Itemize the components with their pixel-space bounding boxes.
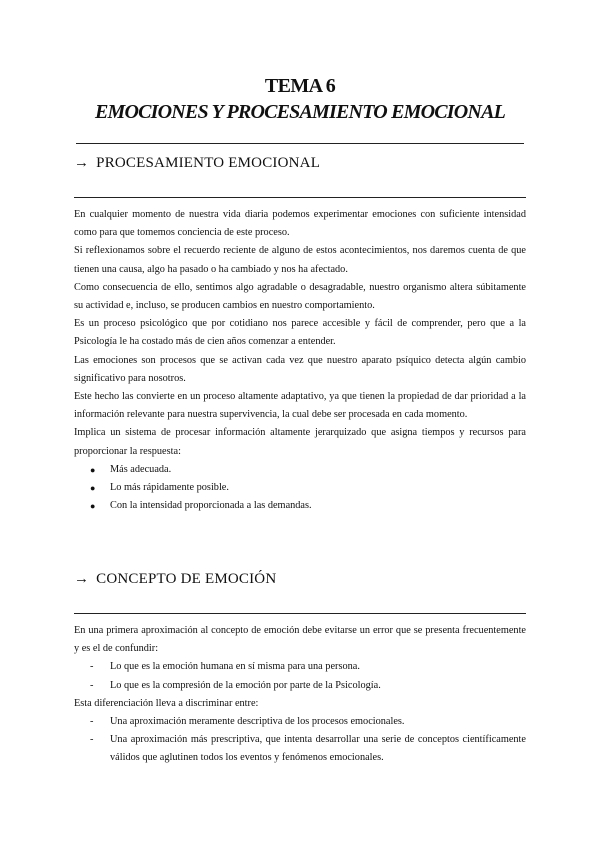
- section-body-concepto: [74, 622, 526, 768]
- section-divider: [74, 613, 526, 614]
- paragraph: En cualquier momento de nuestra vida diaria podemos experimentar emociones con suficiente intensidad como para que tomemos conciencia de este proceso.: [74, 209, 526, 239]
- dash-icon: -: [90, 734, 94, 746]
- bullet-icon: ●: [90, 464, 96, 475]
- section-heading-procesamiento: [74, 155, 320, 172]
- section-body-procesamiento: [74, 206, 526, 515]
- list-item: [74, 479, 526, 497]
- list-item-text: Más adecuada.: [110, 463, 172, 475]
- paragraph: Implica un sistema de procesar información altamente jerarquizado que asigna tiempos y recursos para proporcionar la respuesta:: [74, 427, 526, 457]
- chapter-title: EMOCIONES Y PROCESAMIENTO EMOCIONAL: [94, 101, 506, 123]
- list-item-text: Una aproximación meramente descriptiva de los procesos emocionales.: [110, 716, 405, 728]
- list-item: [74, 497, 526, 515]
- list-item-text: Con la intensidad proporcionada a las demandas.: [110, 500, 312, 512]
- dash-icon: -: [90, 716, 94, 728]
- chapter-number: TEMA 6: [264, 75, 336, 97]
- section-heading-text: PROCESAMIENTO EMOCIONAL: [96, 155, 321, 171]
- arrow-icon: →: [74, 155, 90, 171]
- paragraph: Las emociones son procesos que se activan cada vez que nuestro aparato psíquico detecta algún cambio significativo para nosotros.: [74, 354, 526, 384]
- title-divider: [76, 143, 524, 144]
- list-item-text: Lo que es la compresión de la emoción por parte de la Psicología.: [110, 679, 381, 691]
- section-heading-text: CONCEPTO DE EMOCIÓN: [96, 571, 277, 587]
- title-block: [0, 74, 600, 125]
- list-item-text: Una aproximación más prescriptiva, que intenta desarrollar una serie de conceptos científicamente válidos que aglutinen todos los eventos y fenómenos emocionales.: [110, 734, 526, 764]
- paragraph: Este hecho las convierte en un proceso altamente adaptativo, ya que tienen la propiedad de dar prioridad a la información relevante para nuestra supervivencia, la cual debe ser procesada en cada momento.: [74, 391, 526, 421]
- list-item-text: Lo que es la emoción humana en sí misma para una persona.: [110, 661, 360, 673]
- section-divider: [74, 197, 526, 198]
- paragraph: Esta diferenciación lleva a discriminar entre:: [74, 697, 259, 709]
- list-item: [74, 461, 526, 479]
- bullet-icon: ●: [90, 483, 96, 494]
- bullet-icon: ●: [90, 501, 96, 512]
- bullet-list: [74, 461, 526, 516]
- arrow-icon: →: [74, 571, 90, 587]
- dash-icon: -: [90, 679, 94, 691]
- paragraph: Es un proceso psicológico que por cotidiano nos parece accesible y fácil de comprender, pero que a la Psicología le ha costado más de cien años comenzar a entender.: [74, 318, 526, 348]
- paragraph: Como consecuencia de ello, sentimos algo agradable o desagradable, nuestro organismo altera súbitamente su actividad e, incluso, se producen cambios en nuestro comportamiento.: [74, 281, 526, 312]
- paragraph: Si reflexionamos sobre el recuerdo reciente de alguno de estos acontecimientos, nos daremos cuenta de que tienen una causa, algo ha pasado o ha cambiado y nos ha afectado.: [74, 245, 526, 275]
- dash-list: [74, 658, 526, 694]
- list-item: [74, 731, 526, 767]
- dash-icon: -: [90, 661, 94, 673]
- list-item: [74, 677, 526, 695]
- list-item: [74, 658, 526, 676]
- paragraph: En una primera aproximación al concepto de emoción debe evitarse un error que se presenta frecuentemente y es el de confundir:: [74, 625, 526, 655]
- list-item-text: Lo más rápidamente posible.: [110, 482, 229, 494]
- list-item: [74, 713, 526, 731]
- dash-list: [74, 713, 526, 768]
- section-heading-concepto: [74, 571, 276, 588]
